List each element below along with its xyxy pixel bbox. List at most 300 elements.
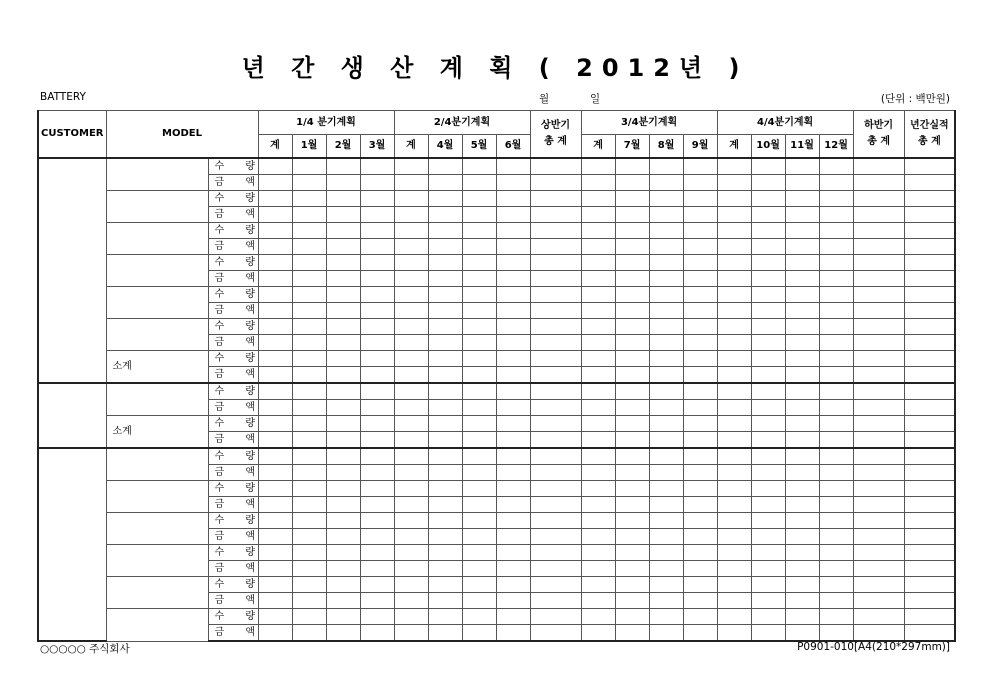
value-cell[interactable] — [292, 497, 326, 513]
value-cell[interactable] — [649, 625, 683, 642]
value-cell[interactable] — [326, 303, 360, 319]
value-cell[interactable] — [496, 287, 530, 303]
value-cell[interactable] — [360, 158, 394, 175]
value-cell[interactable] — [360, 175, 394, 191]
value-cell[interactable] — [785, 561, 819, 577]
value-cell[interactable] — [683, 481, 717, 497]
value-cell[interactable] — [904, 481, 955, 497]
value-cell[interactable] — [785, 593, 819, 609]
value-cell[interactable] — [717, 625, 751, 642]
value-cell[interactable] — [785, 319, 819, 335]
value-cell[interactable] — [326, 319, 360, 335]
value-cell[interactable] — [683, 625, 717, 642]
value-cell[interactable] — [751, 577, 785, 593]
value-cell[interactable] — [326, 448, 360, 465]
value-cell[interactable] — [581, 545, 615, 561]
value-cell[interactable] — [853, 255, 904, 271]
value-cell[interactable] — [853, 335, 904, 351]
value-cell[interactable] — [581, 513, 615, 529]
value-cell[interactable] — [496, 497, 530, 513]
value-cell[interactable] — [649, 577, 683, 593]
value-cell[interactable] — [649, 593, 683, 609]
value-cell[interactable] — [615, 481, 649, 497]
value-cell[interactable] — [581, 239, 615, 255]
value-cell[interactable] — [581, 383, 615, 400]
value-cell[interactable] — [904, 432, 955, 449]
value-cell[interactable] — [819, 513, 853, 529]
value-cell[interactable] — [751, 351, 785, 367]
value-cell[interactable] — [853, 303, 904, 319]
value-cell[interactable] — [326, 625, 360, 642]
value-cell[interactable] — [785, 287, 819, 303]
value-cell[interactable] — [581, 271, 615, 287]
value-cell[interactable] — [292, 303, 326, 319]
value-cell[interactable] — [496, 448, 530, 465]
value-cell[interactable] — [462, 223, 496, 239]
value-cell[interactable] — [904, 335, 955, 351]
value-cell[interactable] — [360, 481, 394, 497]
value-cell[interactable] — [581, 158, 615, 175]
value-cell[interactable] — [292, 287, 326, 303]
value-cell[interactable] — [853, 271, 904, 287]
value-cell[interactable] — [717, 513, 751, 529]
value-cell[interactable] — [649, 529, 683, 545]
value-cell[interactable] — [615, 448, 649, 465]
value-cell[interactable] — [683, 577, 717, 593]
value-cell[interactable] — [683, 609, 717, 625]
value-cell[interactable] — [717, 465, 751, 481]
value-cell[interactable] — [819, 255, 853, 271]
value-cell[interactable] — [496, 223, 530, 239]
value-cell[interactable] — [819, 561, 853, 577]
customer-cell[interactable] — [38, 158, 106, 383]
value-cell[interactable] — [292, 175, 326, 191]
value-cell[interactable] — [360, 513, 394, 529]
value-cell[interactable] — [683, 158, 717, 175]
value-cell[interactable] — [292, 465, 326, 481]
value-cell[interactable] — [751, 513, 785, 529]
value-cell[interactable] — [428, 593, 462, 609]
value-cell[interactable] — [785, 255, 819, 271]
value-cell[interactable] — [615, 158, 649, 175]
value-cell[interactable] — [360, 287, 394, 303]
value-cell[interactable] — [683, 383, 717, 400]
value-cell[interactable] — [394, 303, 428, 319]
value-cell[interactable] — [683, 513, 717, 529]
value-cell[interactable] — [496, 481, 530, 497]
value-cell[interactable] — [428, 303, 462, 319]
value-cell[interactable] — [428, 287, 462, 303]
value-cell[interactable] — [360, 303, 394, 319]
value-cell[interactable] — [428, 319, 462, 335]
value-cell[interactable] — [326, 175, 360, 191]
value-cell[interactable] — [292, 158, 326, 175]
value-cell[interactable] — [496, 175, 530, 191]
value-cell[interactable] — [428, 497, 462, 513]
value-cell[interactable] — [819, 432, 853, 449]
value-cell[interactable] — [853, 529, 904, 545]
value-cell[interactable] — [530, 609, 581, 625]
value-cell[interactable] — [904, 367, 955, 384]
value-cell[interactable] — [785, 448, 819, 465]
value-cell[interactable] — [683, 432, 717, 449]
value-cell[interactable] — [326, 529, 360, 545]
value-cell[interactable] — [292, 239, 326, 255]
value-cell[interactable] — [904, 351, 955, 367]
value-cell[interactable] — [717, 335, 751, 351]
value-cell[interactable] — [581, 175, 615, 191]
value-cell[interactable] — [360, 416, 394, 432]
value-cell[interactable] — [785, 400, 819, 416]
value-cell[interactable] — [717, 383, 751, 400]
value-cell[interactable] — [751, 625, 785, 642]
value-cell[interactable] — [615, 577, 649, 593]
value-cell[interactable] — [904, 175, 955, 191]
value-cell[interactable] — [785, 223, 819, 239]
value-cell[interactable] — [394, 351, 428, 367]
value-cell[interactable] — [683, 207, 717, 223]
value-cell[interactable] — [360, 545, 394, 561]
value-cell[interactable] — [360, 191, 394, 207]
value-cell[interactable] — [581, 223, 615, 239]
value-cell[interactable] — [394, 625, 428, 642]
customer-cell[interactable] — [38, 383, 106, 448]
value-cell[interactable] — [615, 367, 649, 384]
value-cell[interactable] — [360, 319, 394, 335]
value-cell[interactable] — [462, 465, 496, 481]
value-cell[interactable] — [428, 465, 462, 481]
value-cell[interactable] — [462, 367, 496, 384]
value-cell[interactable] — [615, 593, 649, 609]
value-cell[interactable] — [649, 158, 683, 175]
value-cell[interactable] — [496, 319, 530, 335]
value-cell[interactable] — [853, 287, 904, 303]
value-cell[interactable] — [292, 383, 326, 400]
value-cell[interactable] — [853, 497, 904, 513]
value-cell[interactable] — [751, 335, 785, 351]
value-cell[interactable] — [819, 223, 853, 239]
value-cell[interactable] — [428, 191, 462, 207]
value-cell[interactable] — [904, 609, 955, 625]
value-cell[interactable] — [428, 175, 462, 191]
value-cell[interactable] — [360, 271, 394, 287]
value-cell[interactable] — [496, 513, 530, 529]
value-cell[interactable] — [428, 545, 462, 561]
value-cell[interactable] — [683, 561, 717, 577]
value-cell[interactable] — [360, 239, 394, 255]
value-cell[interactable] — [292, 400, 326, 416]
value-cell[interactable] — [649, 400, 683, 416]
value-cell[interactable] — [785, 271, 819, 287]
value-cell[interactable] — [785, 207, 819, 223]
value-cell[interactable] — [615, 561, 649, 577]
value-cell[interactable] — [819, 383, 853, 400]
value-cell[interactable] — [819, 593, 853, 609]
value-cell[interactable] — [326, 545, 360, 561]
model-cell[interactable] — [106, 513, 208, 545]
model-cell[interactable] — [106, 383, 208, 416]
value-cell[interactable] — [360, 561, 394, 577]
value-cell[interactable] — [717, 545, 751, 561]
value-cell[interactable] — [904, 207, 955, 223]
value-cell[interactable] — [751, 287, 785, 303]
value-cell[interactable] — [751, 158, 785, 175]
value-cell[interactable] — [649, 481, 683, 497]
value-cell[interactable] — [853, 191, 904, 207]
value-cell[interactable] — [717, 158, 751, 175]
value-cell[interactable] — [717, 287, 751, 303]
value-cell[interactable] — [649, 545, 683, 561]
value-cell[interactable] — [785, 191, 819, 207]
value-cell[interactable] — [360, 593, 394, 609]
value-cell[interactable] — [394, 416, 428, 432]
value-cell[interactable] — [649, 287, 683, 303]
value-cell[interactable] — [326, 577, 360, 593]
value-cell[interactable] — [292, 577, 326, 593]
value-cell[interactable] — [292, 207, 326, 223]
value-cell[interactable] — [530, 448, 581, 465]
value-cell[interactable] — [904, 416, 955, 432]
value-cell[interactable] — [785, 513, 819, 529]
value-cell[interactable] — [819, 303, 853, 319]
value-cell[interactable] — [785, 239, 819, 255]
value-cell[interactable] — [428, 335, 462, 351]
value-cell[interactable] — [496, 577, 530, 593]
value-cell[interactable] — [292, 255, 326, 271]
value-cell[interactable] — [360, 577, 394, 593]
value-cell[interactable] — [751, 481, 785, 497]
value-cell[interactable] — [717, 593, 751, 609]
value-cell[interactable] — [615, 239, 649, 255]
value-cell[interactable] — [360, 609, 394, 625]
value-cell[interactable] — [292, 545, 326, 561]
value-cell[interactable] — [615, 513, 649, 529]
value-cell[interactable] — [326, 609, 360, 625]
value-cell[interactable] — [853, 465, 904, 481]
value-cell[interactable] — [326, 497, 360, 513]
value-cell[interactable] — [717, 416, 751, 432]
value-cell[interactable] — [717, 432, 751, 449]
value-cell[interactable] — [904, 529, 955, 545]
value-cell[interactable] — [292, 432, 326, 449]
value-cell[interactable] — [394, 561, 428, 577]
value-cell[interactable] — [904, 255, 955, 271]
value-cell[interactable] — [683, 335, 717, 351]
value-cell[interactable] — [394, 335, 428, 351]
value-cell[interactable] — [615, 335, 649, 351]
value-cell[interactable] — [462, 497, 496, 513]
value-cell[interactable] — [649, 239, 683, 255]
value-cell[interactable] — [292, 367, 326, 384]
value-cell[interactable] — [649, 561, 683, 577]
value-cell[interactable] — [717, 319, 751, 335]
value-cell[interactable] — [615, 255, 649, 271]
value-cell[interactable] — [496, 465, 530, 481]
value-cell[interactable] — [326, 158, 360, 175]
value-cell[interactable] — [819, 609, 853, 625]
value-cell[interactable] — [496, 561, 530, 577]
value-cell[interactable] — [394, 223, 428, 239]
value-cell[interactable] — [292, 625, 326, 642]
value-cell[interactable] — [819, 367, 853, 384]
model-cell[interactable] — [106, 448, 208, 481]
value-cell[interactable] — [853, 158, 904, 175]
model-cell[interactable] — [106, 545, 208, 577]
value-cell[interactable] — [819, 577, 853, 593]
value-cell[interactable] — [751, 545, 785, 561]
value-cell[interactable] — [649, 255, 683, 271]
value-cell[interactable] — [394, 191, 428, 207]
value-cell[interactable] — [717, 271, 751, 287]
value-cell[interactable] — [683, 351, 717, 367]
value-cell[interactable] — [785, 529, 819, 545]
value-cell[interactable] — [904, 158, 955, 175]
value-cell[interactable] — [649, 191, 683, 207]
value-cell[interactable] — [717, 497, 751, 513]
value-cell[interactable] — [326, 223, 360, 239]
value-cell[interactable] — [853, 609, 904, 625]
value-cell[interactable] — [649, 416, 683, 432]
value-cell[interactable] — [496, 351, 530, 367]
value-cell[interactable] — [462, 609, 496, 625]
value-cell[interactable] — [717, 255, 751, 271]
value-cell[interactable] — [428, 448, 462, 465]
value-cell[interactable] — [326, 481, 360, 497]
value-cell[interactable] — [581, 255, 615, 271]
value-cell[interactable] — [853, 400, 904, 416]
value-cell[interactable] — [904, 593, 955, 609]
value-cell[interactable] — [785, 335, 819, 351]
model-cell[interactable] — [106, 609, 208, 642]
value-cell[interactable] — [428, 239, 462, 255]
value-cell[interactable] — [360, 497, 394, 513]
value-cell[interactable] — [360, 529, 394, 545]
value-cell[interactable] — [428, 383, 462, 400]
value-cell[interactable] — [496, 432, 530, 449]
value-cell[interactable] — [394, 239, 428, 255]
value-cell[interactable] — [751, 529, 785, 545]
value-cell[interactable] — [853, 448, 904, 465]
value-cell[interactable] — [683, 287, 717, 303]
value-cell[interactable] — [462, 545, 496, 561]
value-cell[interactable] — [649, 207, 683, 223]
value-cell[interactable] — [904, 223, 955, 239]
value-cell[interactable] — [292, 481, 326, 497]
value-cell[interactable] — [581, 207, 615, 223]
value-cell[interactable] — [496, 191, 530, 207]
value-cell[interactable] — [292, 448, 326, 465]
value-cell[interactable] — [785, 497, 819, 513]
value-cell[interactable] — [853, 239, 904, 255]
value-cell[interactable] — [649, 513, 683, 529]
value-cell[interactable] — [904, 319, 955, 335]
value-cell[interactable] — [683, 367, 717, 384]
value-cell[interactable] — [292, 271, 326, 287]
value-cell[interactable] — [853, 383, 904, 400]
value-cell[interactable] — [462, 207, 496, 223]
value-cell[interactable] — [853, 513, 904, 529]
value-cell[interactable] — [717, 609, 751, 625]
value-cell[interactable] — [683, 223, 717, 239]
value-cell[interactable] — [581, 416, 615, 432]
value-cell[interactable] — [326, 351, 360, 367]
value-cell[interactable] — [326, 255, 360, 271]
value-cell[interactable] — [853, 593, 904, 609]
value-cell[interactable] — [649, 465, 683, 481]
value-cell[interactable] — [326, 367, 360, 384]
value-cell[interactable] — [904, 303, 955, 319]
value-cell[interactable] — [360, 207, 394, 223]
value-cell[interactable] — [649, 175, 683, 191]
value-cell[interactable] — [496, 545, 530, 561]
value-cell[interactable] — [785, 609, 819, 625]
value-cell[interactable] — [326, 432, 360, 449]
value-cell[interactable] — [428, 351, 462, 367]
value-cell[interactable] — [462, 158, 496, 175]
value-cell[interactable] — [530, 593, 581, 609]
value-cell[interactable] — [530, 223, 581, 239]
value-cell[interactable] — [428, 625, 462, 642]
value-cell[interactable] — [326, 561, 360, 577]
value-cell[interactable] — [615, 191, 649, 207]
value-cell[interactable] — [904, 577, 955, 593]
value-cell[interactable] — [530, 303, 581, 319]
value-cell[interactable] — [360, 351, 394, 367]
value-cell[interactable] — [615, 351, 649, 367]
value-cell[interactable] — [530, 513, 581, 529]
value-cell[interactable] — [292, 513, 326, 529]
value-cell[interactable] — [819, 335, 853, 351]
value-cell[interactable] — [853, 481, 904, 497]
value-cell[interactable] — [785, 175, 819, 191]
value-cell[interactable] — [615, 609, 649, 625]
value-cell[interactable] — [530, 239, 581, 255]
value-cell[interactable] — [717, 303, 751, 319]
value-cell[interactable] — [904, 561, 955, 577]
value-cell[interactable] — [496, 158, 530, 175]
value-cell[interactable] — [785, 303, 819, 319]
value-cell[interactable] — [496, 593, 530, 609]
value-cell[interactable] — [428, 529, 462, 545]
value-cell[interactable] — [326, 287, 360, 303]
value-cell[interactable] — [496, 416, 530, 432]
value-cell[interactable] — [530, 287, 581, 303]
value-cell[interactable] — [581, 303, 615, 319]
model-cell[interactable] — [106, 255, 208, 287]
value-cell[interactable] — [428, 513, 462, 529]
value-cell[interactable] — [649, 271, 683, 287]
value-cell[interactable] — [785, 416, 819, 432]
value-cell[interactable] — [615, 303, 649, 319]
value-cell[interactable] — [462, 383, 496, 400]
value-cell[interactable] — [717, 207, 751, 223]
value-cell[interactable] — [428, 416, 462, 432]
value-cell[interactable] — [785, 545, 819, 561]
value-cell[interactable] — [496, 625, 530, 642]
value-cell[interactable] — [530, 545, 581, 561]
value-cell[interactable] — [581, 465, 615, 481]
value-cell[interactable] — [751, 367, 785, 384]
value-cell[interactable] — [785, 158, 819, 175]
value-cell[interactable] — [462, 175, 496, 191]
value-cell[interactable] — [360, 400, 394, 416]
value-cell[interactable] — [785, 383, 819, 400]
value-cell[interactable] — [649, 383, 683, 400]
value-cell[interactable] — [530, 175, 581, 191]
value-cell[interactable] — [683, 465, 717, 481]
value-cell[interactable] — [496, 207, 530, 223]
value-cell[interactable] — [717, 448, 751, 465]
